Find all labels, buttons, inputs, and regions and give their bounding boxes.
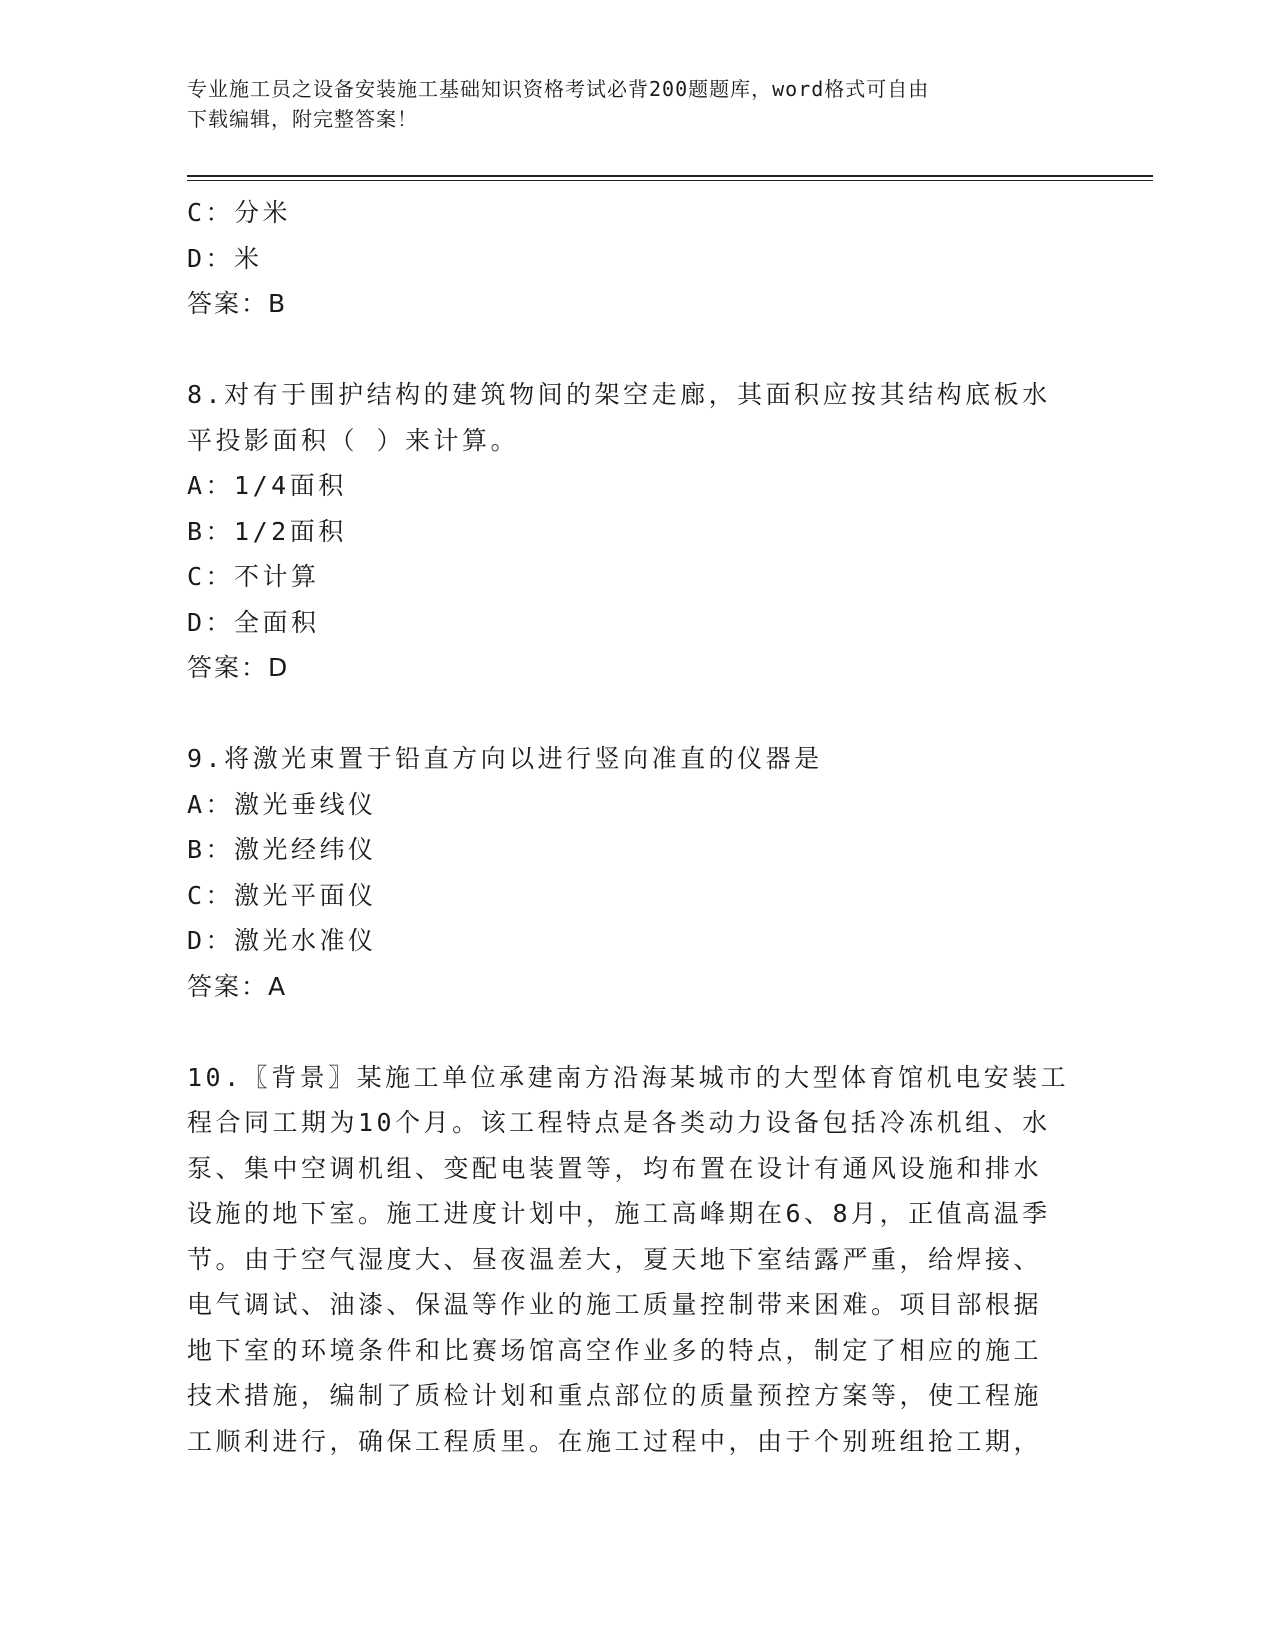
q7-option-c: C：分米 [187,198,292,227]
spacer [187,1009,1087,1055]
spacer [187,691,1087,737]
q8-stem-line-2: 平投影面积（ ）来计算。 [187,425,520,455]
q9-option-b: B：激光经纬仪 [187,835,377,864]
q8-option-b: B：1/2面积 [187,516,347,546]
q10-line: 程合同工期为10个月。该工程特点是各类动力设备包括冷冻机组、水 [187,1108,1051,1137]
q10-line: 泵、集中空调机组、变配电装置等，均布置在设计有通风设施和排水 [187,1153,1043,1183]
q7-answer: 答案：B [187,289,288,318]
q10-line: 技术措施，编制了质检计划和重点部位的质量预控方案等，使工程施 [187,1381,1043,1410]
q9-stem: 9.将激光束置于铅直方向以进行竖向准直的仪器是 [187,744,823,773]
question-10 [187,1055,1070,1465]
header-divider-thick [187,175,1153,177]
q10-line: 工顺利进行，确保工程质里。在施工过程中，由于个别班组抢工期， [187,1426,1043,1456]
document-header [187,74,1067,134]
spacer [187,327,1087,373]
q10-line: 设施的地下室。施工进度计划中，施工高峰期在6、8月，正值高温季 [187,1199,1051,1228]
header-title-line-2: 下载编辑，附完整答案！ [187,107,418,131]
question-7-tail [187,190,1087,327]
q8-stem-line-1: 8.对有于围护结构的建筑物间的架空走廊，其面积应按其结构底板水 [187,380,1051,409]
q10-line: 10.〖背景〗某施工单位承建南方沿海某城市的大型体育馆机电安装工 [187,1062,1070,1092]
q10-line: 电气调试、油漆、保温等作业的施工质量控制带来困难。项目部根据 [187,1290,1043,1319]
question-8 [187,372,1087,691]
question-9 [187,736,1087,1009]
q10-line: 地下室的环境条件和比赛场馆高空作业多的特点，制定了相应的施工 [187,1335,1043,1365]
header-divider-thin [187,180,1153,181]
q9-option-c: C：激光平面仪 [187,880,377,910]
q9-option-a: A：激光垂线仪 [187,789,377,819]
q8-answer: 答案：D [187,653,290,682]
q8-option-c: C：不计算 [187,562,320,591]
q10-line: 节。由于空气湿度大、昼夜温差大，夏天地下室结露严重，给焊接、 [187,1244,1043,1274]
q7-option-d: D：米 [187,243,263,273]
header-title-line-1: 专业施工员之设备安装施工基础知识资格考试必背200题题库，word格式可自由 [187,77,930,101]
q8-option-d: D：全面积 [187,607,320,637]
q9-answer: 答案：A [187,971,288,1001]
q8-option-a: A：1/4面积 [187,471,347,500]
q9-option-d: D：激光水准仪 [187,926,377,955]
document-body [187,190,1087,1464]
